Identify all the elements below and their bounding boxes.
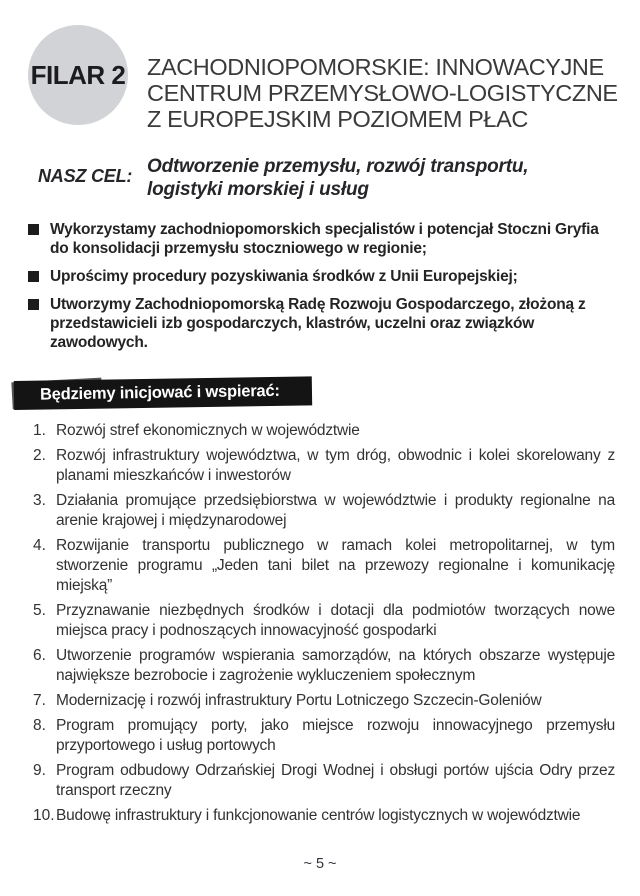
list-item (33, 646, 615, 686)
bullet-text: Uprościmy procedury pozyskiwania środków z Unii Europejskiej; (50, 268, 518, 285)
goal-text (147, 155, 617, 201)
square-bullet-icon (28, 271, 39, 282)
list-item (33, 716, 615, 756)
page-title-line-1: ZACHODNIOPOMORSKIE: INNOWACYJNE (147, 54, 604, 80)
item-number: 4. (33, 537, 46, 554)
list-item (33, 691, 615, 711)
item-number: 10. (33, 807, 55, 824)
banner-bar (14, 376, 312, 410)
list-item (33, 601, 615, 641)
bullet-item (28, 220, 614, 258)
list-item (33, 806, 615, 826)
pillar-badge (28, 25, 128, 125)
page-title (147, 54, 627, 132)
list-item (33, 761, 615, 801)
item-text: Utworzenie programów wspierania samorządów, na których obszarze występuje największe bezrobocie i zagrożenie wykluczeniem społecznym (56, 647, 615, 684)
item-text: Działania promujące przedsiębiorstwa w województwie i produkty regionalne na arenie krajowej i międzynarodowej (56, 492, 615, 529)
bullet-text: Utworzymy Zachodniopomorską Radę Rozwoju Gospodarczego, złożoną z przedstawicieli izb gospodarczych, klastrów, uczelni oraz związków zawodowych. (50, 296, 586, 351)
item-text: Program odbudowy Odrzańskiej Drogi Wodnej i obsługi portów ujścia Odry przez transport rzeczny (56, 762, 615, 799)
bullet-item (28, 295, 614, 352)
item-number: 5. (33, 602, 46, 619)
page-number: ~ 5 ~ (303, 856, 337, 872)
list-item (33, 446, 615, 486)
item-text: Rozwijanie transportu publicznego w ramach kolei metropolitarnej, w tym stworzenie programu „Jeden tani bilet na przewozy regionalne i komunikację miejską” (56, 537, 615, 594)
square-bullet-icon (28, 224, 39, 235)
item-text: Budowę infrastruktury i funkcjonowanie centrów logistycznych w województwie (56, 807, 581, 824)
page-title-line-2: CENTRUM PRZEMYSŁOWO-LOGISTYCZNE (147, 80, 618, 106)
page-title-line-3: Z EUROPEJSKIM POZIOMEM PŁAC (147, 106, 528, 132)
item-number: 7. (33, 692, 46, 709)
item-number: 8. (33, 717, 46, 734)
item-number: 2. (33, 447, 46, 464)
item-text: Rozwój stref ekonomicznych w województwie (56, 422, 360, 439)
item-number: 1. (33, 422, 46, 439)
pillar-label: FILAR 2 (30, 59, 126, 90)
item-text: Przyznawanie niezbędnych środków i dotacji dla podmiotów tworzących nowe miejsca pracy i podnoszących innowacyjność gospodarki (56, 602, 615, 639)
bullet-list (28, 220, 614, 361)
goal-text-line-1: Odtworzenie przemysłu, rozwój transportu, (147, 156, 529, 177)
item-number: 6. (33, 647, 46, 664)
item-text: Program promujący porty, jako miejsce rozwoju innowacyjnego przemysłu przyportowego i usług portowych (56, 717, 615, 754)
item-text: Modernizację i rozwój infrastruktury Portu Lotniczego Szczecin-Goleniów (56, 692, 542, 709)
goal-label: NASZ CEL: (38, 166, 133, 186)
list-item (33, 491, 615, 531)
bullet-item (28, 267, 614, 286)
section-banner-label: Będziemy inicjować i wspierać: (39, 381, 280, 404)
square-bullet-icon (28, 299, 39, 310)
goal-text-line-2: logistyki morskiej i usług (147, 179, 369, 200)
item-number: 3. (33, 492, 46, 509)
item-number: 9. (33, 762, 46, 779)
list-item (33, 421, 615, 441)
numbered-list (33, 421, 615, 831)
section-banner (10, 376, 330, 416)
list-item (33, 536, 615, 596)
bullet-text: Wykorzystamy zachodniopomorskich specjalistów i potencjał Stoczni Gryfia do konsolidacji przemysłu stoczniowego w regionie; (50, 221, 599, 257)
item-text: Rozwój infrastruktury województwa, w tym dróg, obwodnic i kolei skorelowany z planami mieszkańców i inwestorów (56, 447, 615, 484)
